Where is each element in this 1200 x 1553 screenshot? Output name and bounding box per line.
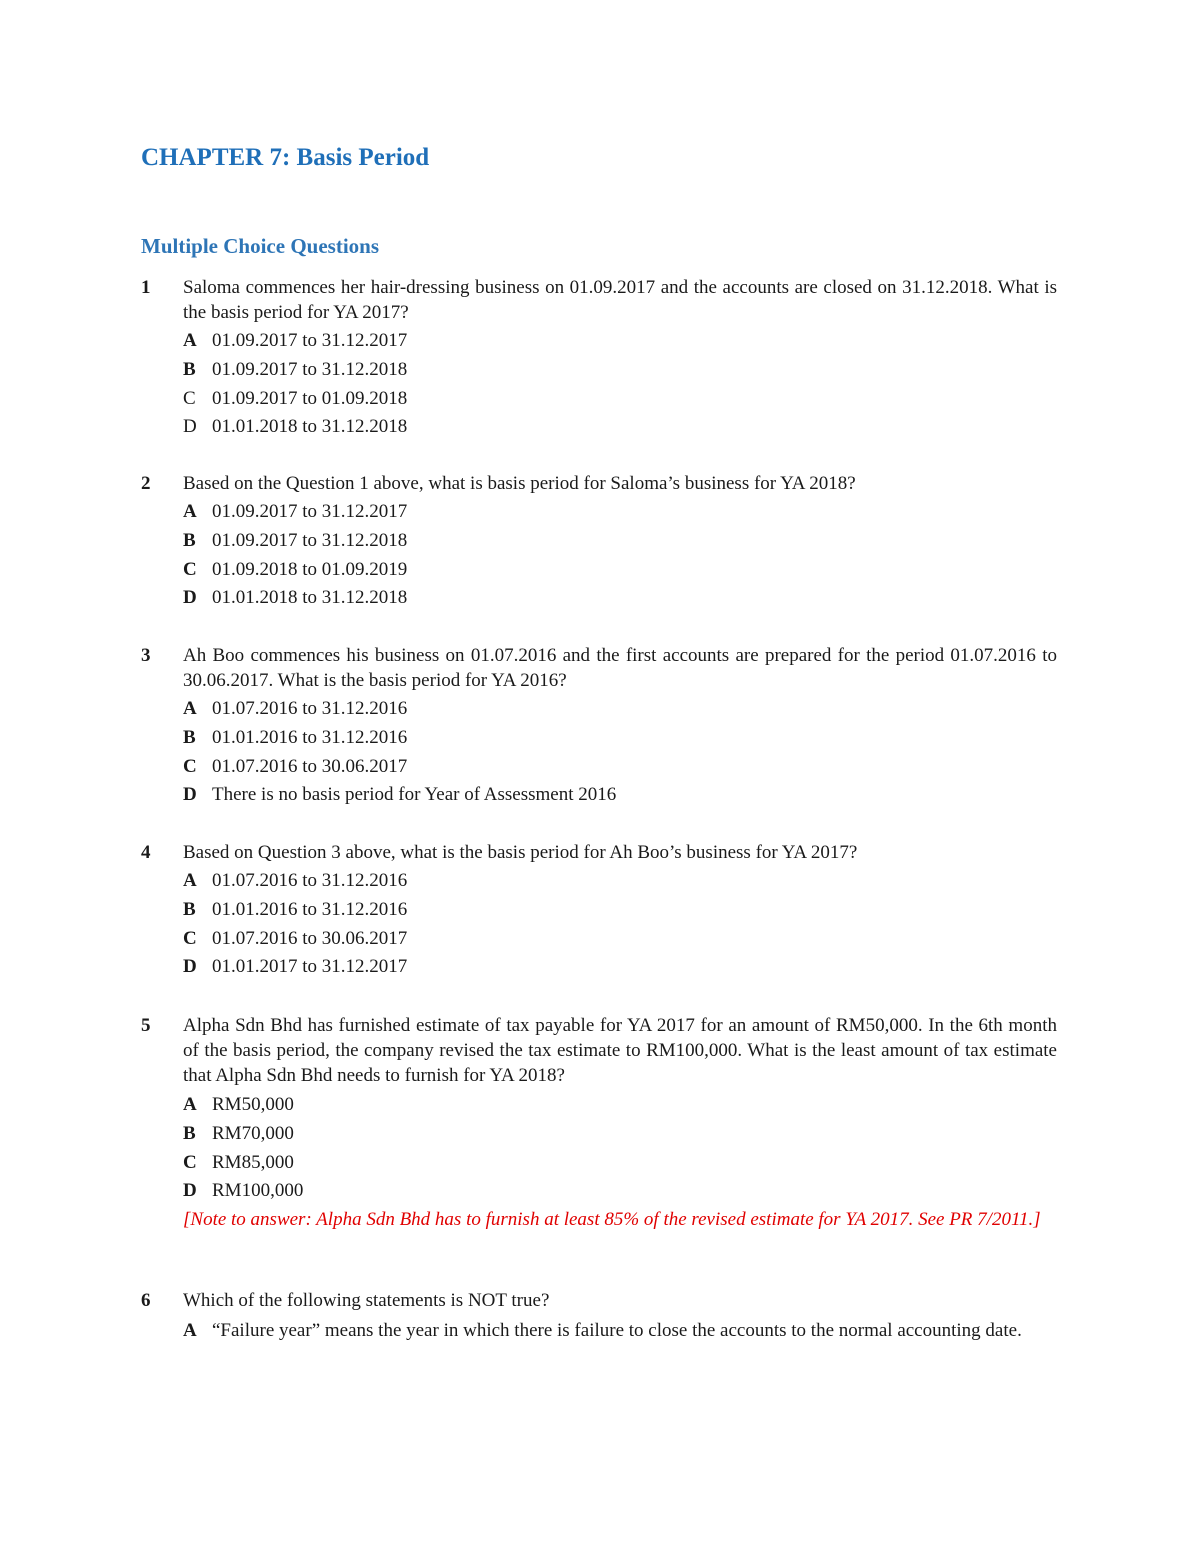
option-letter: B — [183, 1122, 196, 1144]
option-c — [183, 925, 1057, 954]
option-a — [183, 498, 1057, 527]
option-letter: A — [183, 870, 197, 891]
option-b — [183, 896, 1057, 925]
option-c — [183, 1149, 1057, 1178]
option-letter: A — [183, 330, 197, 351]
question-number: 1 — [141, 277, 151, 298]
option-d — [183, 584, 1057, 613]
option-letter: C — [183, 387, 196, 409]
option-d — [183, 1177, 1057, 1206]
option-letter: A — [183, 1094, 197, 1115]
question-number: 5 — [141, 1015, 151, 1036]
option-text: 01.07.2016 to 31.12.2016 — [212, 870, 408, 891]
option-text: 01.01.2017 to 31.12.2017 — [212, 956, 408, 978]
option-text: RM50,000 — [212, 1094, 294, 1115]
option-letter: C — [183, 558, 197, 580]
option-a — [183, 1318, 1057, 1343]
option-a — [183, 1091, 1057, 1120]
question-text: Based on the Question 1 above, what is basis period for Saloma’s business for YA 2018? — [183, 473, 856, 494]
chapter-title: CHAPTER 7: Basis Period — [141, 144, 430, 171]
option-letter: D — [183, 587, 197, 609]
option-letter: C — [183, 1151, 197, 1173]
option-text: 01.09.2018 to 01.09.2019 — [212, 558, 408, 580]
option-text: 01.09.2017 to 01.09.2018 — [212, 387, 408, 409]
options-list — [183, 867, 1057, 982]
option-d — [183, 413, 1057, 442]
option-a — [183, 327, 1057, 356]
option-text: RM85,000 — [212, 1151, 294, 1173]
option-d — [183, 953, 1057, 982]
option-b — [183, 1120, 1057, 1149]
option-text: 01.09.2017 to 31.12.2018 — [212, 358, 408, 380]
option-d — [183, 781, 1057, 810]
option-text: “Failure year” means the year in which there is failure to close the accounts to the normal accounting date. — [212, 1320, 1022, 1341]
option-letter: B — [183, 358, 196, 380]
option-c — [183, 753, 1057, 782]
option-text: 01.09.2017 to 31.12.2018 — [212, 529, 408, 551]
option-b — [183, 527, 1057, 556]
option-letter: B — [183, 898, 196, 920]
option-letter: D — [183, 784, 197, 806]
option-letter: A — [183, 698, 197, 719]
option-b — [183, 356, 1057, 385]
options-list — [183, 695, 1057, 810]
option-a — [183, 867, 1057, 896]
option-letter: D — [183, 416, 197, 438]
option-a — [183, 695, 1057, 724]
option-text: 01.01.2016 to 31.12.2016 — [212, 726, 408, 748]
options-list — [183, 327, 1057, 442]
option-letter: C — [183, 927, 197, 949]
options-list — [183, 1091, 1057, 1206]
option-text: 01.07.2016 to 30.06.2017 — [212, 927, 408, 949]
option-b — [183, 724, 1057, 753]
option-text: 01.07.2016 to 31.12.2016 — [212, 698, 408, 719]
option-text: 01.09.2017 to 31.12.2017 — [212, 330, 408, 351]
option-c — [183, 385, 1057, 414]
question-text: Alpha Sdn Bhd has furnished estimate of tax payable for YA 2017 for an amount of RM50,000. In the 6th month of the basis period, the company revised the tax estimate to RM100,000. What is the least amount of tax estimate that Alpha Sdn Bhd needs to furnish for YA 2018? — [183, 1015, 1057, 1086]
question-number: 4 — [141, 842, 151, 863]
option-text: There is no basis period for Year of Assessment 2016 — [212, 784, 617, 806]
question-text: Based on Question 3 above, what is the basis period for Ah Boo’s business for YA 2017? — [183, 842, 858, 863]
option-c — [183, 556, 1057, 585]
option-letter: B — [183, 529, 196, 551]
question-text: Which of the following statements is NOT true? — [183, 1290, 550, 1311]
options-list — [183, 498, 1057, 613]
answer-note: [Note to answer: Alpha Sdn Bhd has to furnish at least 85% of the revised estimate for YA 2017. See PR 7/2011.] — [183, 1209, 1041, 1230]
option-letter: D — [183, 1180, 197, 1202]
option-text: RM100,000 — [212, 1180, 304, 1202]
option-text: 01.01.2018 to 31.12.2018 — [212, 416, 408, 438]
option-text: RM70,000 — [212, 1122, 294, 1144]
section-title: Multiple Choice Questions — [141, 234, 380, 258]
option-letter: D — [183, 956, 197, 978]
options-list — [183, 1318, 1057, 1343]
option-text: 01.01.2016 to 31.12.2016 — [212, 898, 408, 920]
question-number: 6 — [141, 1290, 151, 1311]
option-letter: B — [183, 726, 196, 748]
question-number: 3 — [141, 645, 151, 666]
question-text: Saloma commences her hair-dressing business on 01.09.2017 and the accounts are closed on 31.12.2018. What is the basis period for YA 2017? — [183, 277, 1057, 323]
option-text: 01.07.2016 to 30.06.2017 — [212, 755, 408, 777]
option-text: 01.09.2017 to 31.12.2017 — [212, 501, 408, 522]
question-text: Ah Boo commences his business on 01.07.2016 and the first accounts are prepared for the period 01.07.2016 to 30.06.2017. What is the basis period for YA 2016? — [183, 645, 1057, 691]
option-letter: A — [183, 501, 197, 522]
option-letter: C — [183, 755, 197, 777]
option-letter: A — [183, 1320, 197, 1341]
question-number: 2 — [141, 473, 151, 494]
option-text: 01.01.2018 to 31.12.2018 — [212, 587, 408, 609]
